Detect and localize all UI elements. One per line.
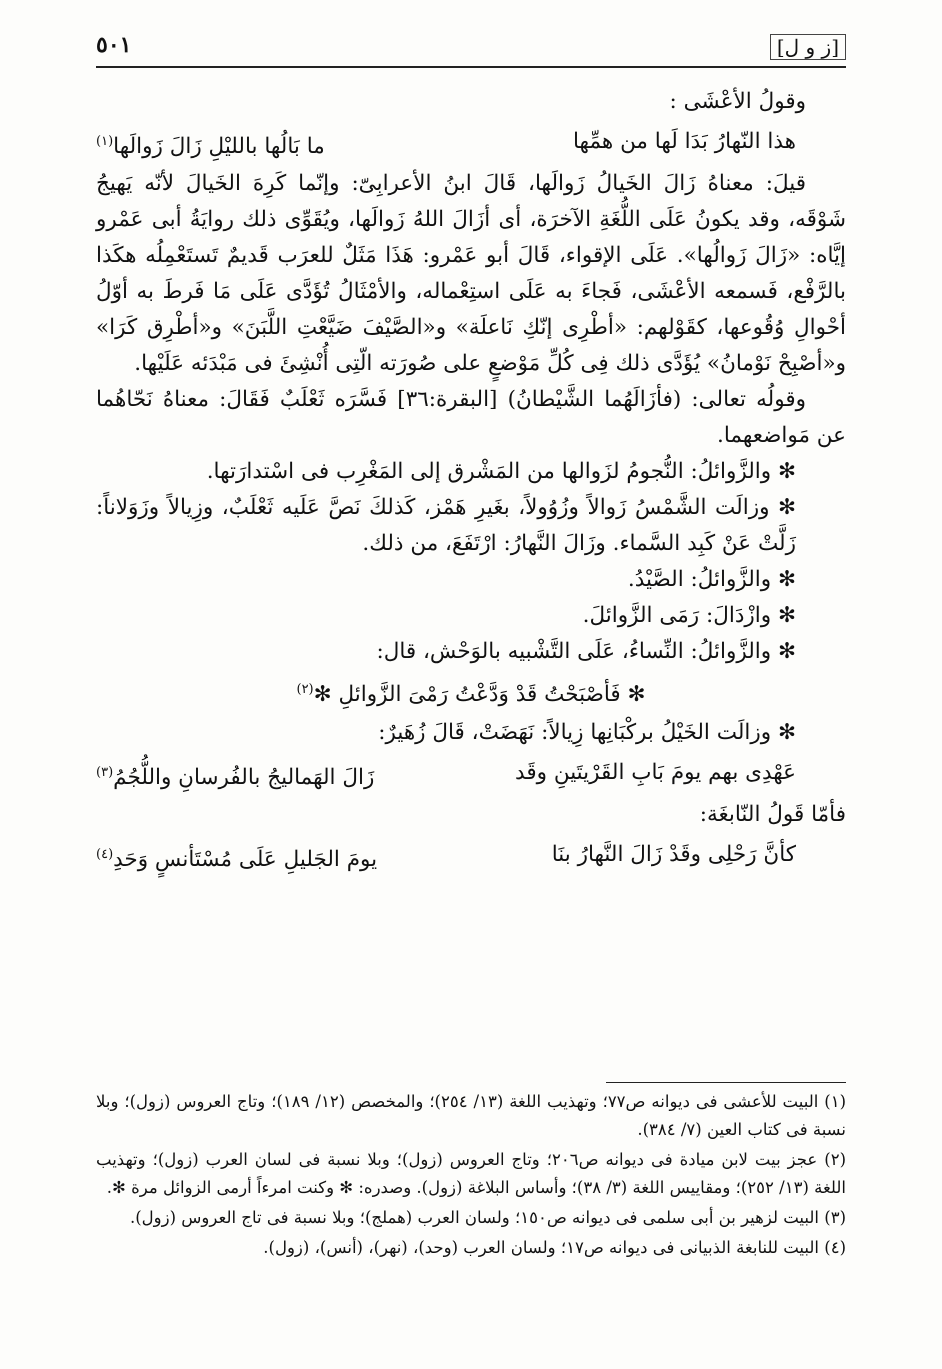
verse-3 <box>96 837 846 875</box>
entry-sun: ✻ وزالَت الشَّمْسُ زَوالاً وزُوُولاً، بغَيرِ هَمْز، كَذلكَ نَصَّ عَلَيه ثَعْلَبٌ، وزِيالاً وزَوَلاناً: زَلَّتْ عَنْ كَبِد السَّماء. وزَالَ النَّهارُ: ارْتَفَعَ، من ذلك. <box>96 495 796 556</box>
root-label: [ز و ل] <box>770 34 846 60</box>
entry-stars: ✻ والزَّوائلُ: النُّجومُ لزَوالها من المَشْرق إلى المَغْرِب فى اسْتدارَتها. <box>206 459 796 484</box>
footnote-rule <box>606 1082 846 1083</box>
intro-line: وقولُ الأعْشَى : <box>669 89 806 114</box>
verse-2-second-hemistich: زَالَ الهَماليجُ بالفُرسانِ واللُّجُمُ$^{(٣)}$ <box>96 765 375 791</box>
main-text <box>96 84 846 879</box>
footnote-ref-2: (٢) <box>296 682 314 697</box>
verse-3-second-hemistich: يومَ الجَليلِ عَلَى مُسْتَأنسٍ وَحَدِ$^{(٤)}$ <box>96 847 378 873</box>
verse-1-second-hemistich: ما بَالُها بالليْلِ زَالَ زَوالَها$^{(١)}$ <box>96 134 325 160</box>
paragraph-2: وقولُه تعالى: (فأزَالَهُما الشَّيْطانُ) [البقرة:٣٦] فَسَّرَه ثَعْلَبٌ فَقَالَ: معناهُ نَحّاهُما عن مَواضعهما. <box>96 387 846 448</box>
footnotes <box>96 1088 846 1264</box>
running-header <box>96 30 846 62</box>
verse-1-first-hemistich: هذا النّهارُ بَدَا لَها من همِّها <box>573 129 796 154</box>
header-rule <box>96 66 846 68</box>
footnote-ref-1: (١) <box>96 134 114 149</box>
entry-game: ✻ والزَّوائلُ: الصَّيْدُ. <box>627 567 796 592</box>
paragraph-1: قيلَ: معناهُ زَالَ الخَيالُ زَوالَها، قَالَ ابنُ الأعرابِىّ: وإنّما كَرِهَ الخَيالَ لأنّه يَهيجُ شَوْقَه، وقد يكونُ عَلَى اللُّغَةِ الآخرَة، أى أزَالَ اللهُ زَوالَها، ويُقَوِّى ذلك روايَةُ أبى عَمْرو إيَّاه: «زَالَ زَوالُها». عَلَى الإقواء، قَالَ أبو عَمْرو: هَذَا مَثَلٌ للعرَب قَديمٌ تَستَعْمِلُه هكَذا بالرَّفْع، فَسمعه الأعْشَى، فَجاءَ به عَلَى استِعْماله، والأمْثَالُ تُؤَدَّى عَلَى مَا فَرطَ به أوّلُ أحْوالِ وُقُوعها، كقَوْلهم: «أطْرِى إنّكِ نَاعلَة» و«الصَّيْفَ ضَيَّعْتِ اللَّبَنَ» و«أطْرِق كَرَا» و«أصْبِحْ نَوْمانُ» يُؤَدَّى ذلك فِى كُلِّ مَوْضعٍ على صُورَته الّتِى أُنْشِئَ فى مَبْدَئه عَلَيْها. <box>96 171 846 376</box>
footnote-3: (٣) البيت لزهير بن أبى سلمى فى ديوانه ص١٥٠؛ ولسان العرب (هملج)؛ وبلا نسبة فى تاج العروس (زول). <box>129 1208 846 1227</box>
page-number: ٥٠١ <box>96 32 132 58</box>
verse-2 <box>96 755 846 793</box>
nabigha-intro: فأمّا قَولُ النّابغَة: <box>699 802 846 828</box>
entry-women: ✻ والزَّوائلُ: النِّساءُ، عَلَى التَّشْبيه بالوَحْش، قال: <box>376 639 796 664</box>
footnote-1: (١) البيت للأعشى فى ديوانه ص٧٧؛ وتهذيب اللغة (١٣/ ٢٥٤)؛ والمخصص (١٢/ ١٨٩)؛ وتاج العروس (زول)؛ وبلا نسبة فى كتاب العين (٧/ ٣٨٤). <box>96 1092 846 1139</box>
footnote-ref-4: (٤) <box>96 847 114 863</box>
entry-izdal: ✻ وازْدَالَ: رَمَى الزَّوائلَ. <box>582 603 796 628</box>
half-verse: ✻ فَأصْبَحْتُ قَدْ وَدَّعْتُ رَمْىَ الزَّوائلِ ✻$^{(٢)}$ <box>296 682 646 708</box>
verse-3-first-hemistich: كأنَّ رَحْلِى وقَدْ زَالَ النَّهارُ بنَا <box>551 842 796 868</box>
entry-horses: ✻ وزالَت الخَيْلُ بركْبَانِها زِيالاً: نَهَضَتْ، قَالَ زُهَيرٌ: <box>378 720 796 746</box>
footnote-4: (٤) البيت للنابغة الذبيانى فى ديوانه ص١٧؛ ولسان العرب (وحد)، (نهر)، (أنس)، (زول). <box>263 1238 846 1257</box>
verse-1 <box>96 124 846 162</box>
verse-2-first-hemistich: عَهْدِى بهم يومَ بَابِ القَرْيتَينِ وقَد <box>515 760 796 786</box>
footnote-ref-3: (٣) <box>96 765 114 781</box>
footnote-2: (٢) عجز بيت لابن ميادة فى ديوانه ص٢٠٦؛ وتاج العروس (زول)؛ وبلا نسبة فى لسان العرب (زول)؛ وتهذيب اللغة (١٣/ ٢٥٢)؛ ومقاييس اللغة (٣/ ٣٨)؛ وأساس البلاغة (زول). وصدره: ✻ وكنت امرءاً أرمى الزوائل مرة ✻. <box>96 1150 847 1197</box>
